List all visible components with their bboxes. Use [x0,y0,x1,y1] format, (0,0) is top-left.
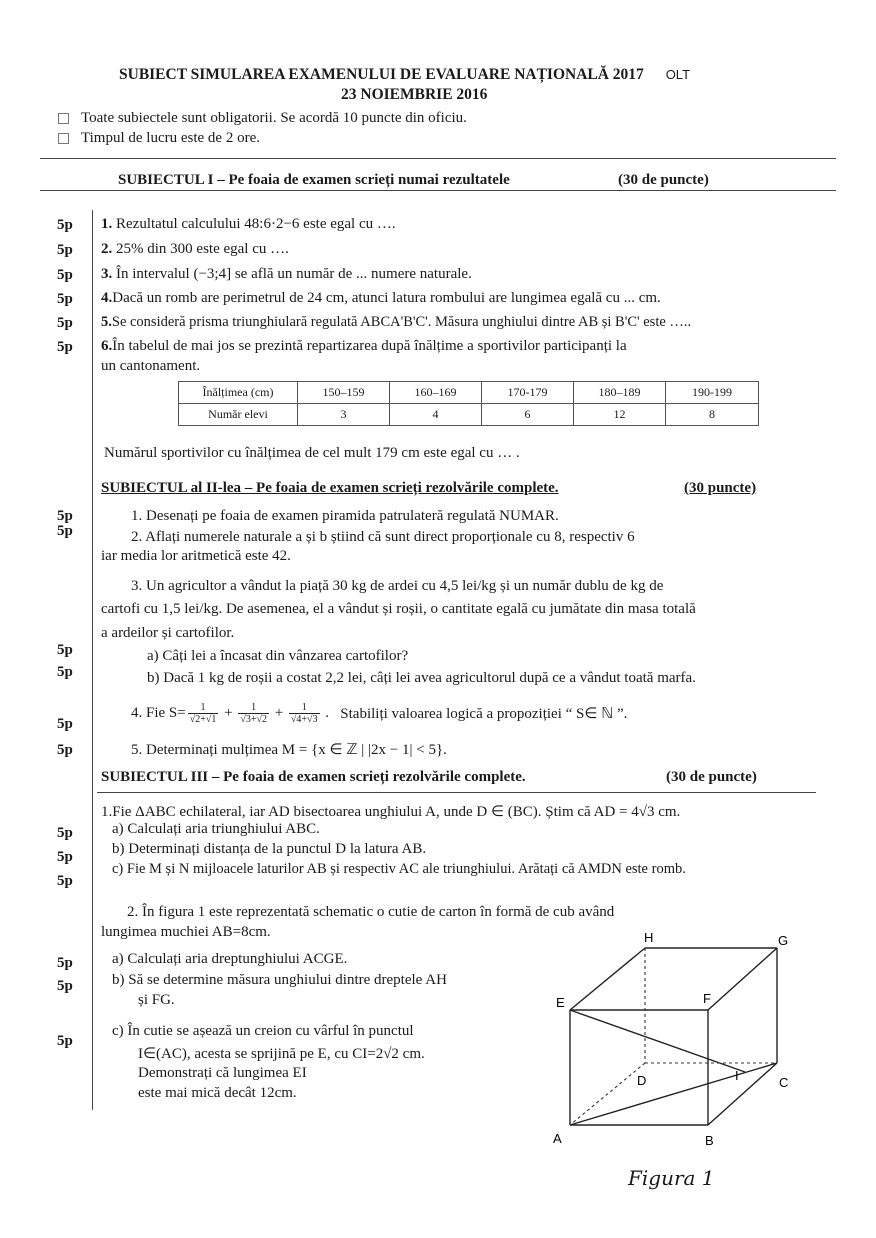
vertex-label-H: H [644,930,654,945]
numerator: 1 [188,702,219,714]
divider [40,190,836,191]
exam-date: 23 NOIEMBRIE 2016 [341,86,488,103]
s1-item-5 [101,314,691,331]
item-number: 4. [101,290,113,306]
table-cell: 180–189 [574,382,666,404]
s2-q5: 5. Determinați mulțimea M = {x ∈ ℤ | |2x − 1| < 5}. [131,742,447,758]
points-label: 5p [57,955,73,971]
section-1-points: (30 de puncte) [618,172,709,188]
s1-item-6 [101,338,627,355]
s3-q2-cont: lungimea muchiei AB=8cm. [101,924,271,940]
margin-line [92,210,93,1110]
points-label: 5p [57,742,73,758]
table-cell: Număr elevi [179,404,298,426]
s1-item-1 [101,216,396,233]
points-label: 5p [57,716,73,732]
s2-q4: 4. Fie S= $\frac{1}{√2+√1}$ + $\frac{1}{√3+√2}$ + $\frac{1}{√4+√3}$ . Stabiliți valoarea logică a propoziției “ S∈ ℕ ”. [131,702,628,725]
s3-q2c-cont: I∈(AC), acesta se sprijină pe E, cu CI=2√2 cm. [138,1046,425,1062]
item-number: 6. [101,338,113,354]
section-3-title: SUBIECTUL III – Pe foaia de examen scrieți rezolvările complete. [101,769,526,785]
vertex-label-C: C [779,1075,789,1090]
s3-q2c: c) În cutie se așează un creion cu vârful în punctul [112,1023,414,1039]
points-label: 5p [57,523,73,539]
denominator: √3+√2 [240,714,267,725]
table-row [179,404,759,426]
points-label: 5p [57,873,73,889]
denominator: √2+√1 [189,714,217,725]
points-label: 5p [57,315,73,331]
s2-q3-cont: cartofi cu 1,5 lei/kg. De asemenea, el a vândut și roșii, o cantitate egală cu jumătate din masa totală [101,601,696,617]
s2-q3: 3. Un agricultor a vândut la piață 30 kg de ardei cu 4,5 lei/kg și un număr dublu de kg de [131,578,664,594]
divider [40,158,836,159]
height-table [178,381,759,426]
item-text: Se consideră prisma triunghiulară regulată ABCA'B'C'. Măsura unghiului dintre AB și B'C' este ….. [111,314,692,330]
item-text: Dacă un romb are perimetrul de 24 cm, atunci latura rombului are lungimea egală cu ... cm. [112,290,661,306]
vertex-label-F: F [703,991,711,1006]
segment-AC [570,1063,777,1125]
s3-q2b-cont: și FG. [138,992,175,1008]
s2-q3-cont2: a ardeilor și cartofilor. [101,625,235,641]
vertex-label-I: I [735,1068,739,1083]
exam-title [119,66,690,84]
s3-q2a: a) Calculați aria dreptunghiului ACGE. [112,951,348,967]
s1-item-6-question: Numărul sportivilor cu înălțimea de cel mult 179 cm este egal cu … . [104,445,520,461]
table-cell: 150–159 [298,382,390,404]
table-cell: 6 [482,404,574,426]
points-label: 5p [57,664,73,680]
rule-2 [58,130,260,147]
points-label: 5p [57,242,73,258]
table-cell: Înălțimea (cm) [179,382,298,404]
numerator: 1 [289,702,320,714]
item-text: În intervalul (−3;4] se află un număr de ... numere naturale. [116,266,472,282]
table-cell: 8 [666,404,759,426]
s3-q1b: b) Determinați distanța de la punctul D la latura AB. [112,841,427,857]
s2-q1: 1. Desenați pe foaia de examen piramida patrulateră regulată NUMAR. [131,508,559,524]
table-row [179,382,759,404]
divider [97,792,816,793]
section-2-title: SUBIECTUL al II-lea – Pe foaia de examen scrieți rezolvările complete. [101,480,559,496]
points-label: 5p [57,825,73,841]
table-cell: 3 [298,404,390,426]
table-cell: 190-199 [666,382,759,404]
s3-q2c-cont2: Demonstrați că lungimea EI [138,1065,307,1081]
s3-q2: 2. În figura 1 este reprezentată schematic o cutie de carton în formă de cub având [127,904,615,920]
item-number: 2. [101,241,113,257]
item-text: În tabelul de mai jos se prezintă repartizarea după înălțime a sportivilor participanți la [112,338,627,354]
q4-suffix: Stabiliți valoarea logică a propoziției “ S∈ ℕ ”. [340,706,628,722]
s1-item-6-cont: un cantonament. [101,358,201,374]
fraction [289,702,320,725]
s3-q1a: a) Calculați aria triunghiului ABC. [112,821,320,837]
points-label: 5p [57,508,73,524]
s2-q3b: b) Dacă 1 kg de roșii a costat 2,2 lei, câți lei avea agricultorul după ce a vândut toată marfa. [147,670,696,686]
s1-item-3 [101,266,472,283]
points-label: 5p [57,339,73,355]
q4-prefix: 4. Fie S= [131,705,186,721]
s2-q3a: a) Câți lei a încasat din vânzarea cartofilor? [147,648,409,664]
section-3-points: (30 de puncte) [666,769,757,785]
vertex-label-D: D [637,1073,647,1088]
item-number: 3. [101,266,113,282]
table-cell: 4 [390,404,482,426]
points-label: 5p [57,267,73,283]
item-number: 1. [101,216,113,232]
exam-title-text: SUBIECT SIMULAREA EXAMENULUI DE EVALUARE NAȚIONALĂ 2017 [119,66,644,83]
edge-EH [570,948,645,1010]
table-cell: 160–169 [390,382,482,404]
fraction [238,702,269,725]
s3-q2c-cont3: este mai mică decât 12cm. [138,1085,297,1101]
s3-q1c: c) Fie M și N mijloacele laturilor AB și respectiv AC ale triunghiului. Arătați că AMDN este romb. [112,861,686,877]
item-text: Rezultatul calculului 48:6·2−6 este egal cu …. [116,216,396,232]
figure-caption: Figura 1 [628,1166,715,1190]
section-2-points: (30 puncte) [684,480,757,496]
vertex-label-A: A [553,1131,562,1146]
vertex-label-E: E [556,995,565,1010]
section-1-title: SUBIECTUL I – Pe foaia de examen scrieți numai rezultatele [118,172,510,188]
table-cell: 12 [574,404,666,426]
s1-item-4 [101,290,661,307]
table-cell: 170-179 [482,382,574,404]
s2-q2-cont: iar media lor aritmetică este 42. [101,548,291,564]
points-label: 5p [57,642,73,658]
checkbox-icon [58,133,69,144]
rule-1-text: Toate subiectele sunt obligatorii. Se acordă 10 puncte din oficiu. [81,110,467,126]
points-label: 5p [57,978,73,994]
points-label: 5p [57,217,73,233]
edge-GF [708,948,777,1010]
rule-1 [58,110,467,127]
points-label: 5p [57,291,73,307]
s3-q1: 1.Fie ΔABC echilateral, iar AD bisectoarea unghiului A, unde D ∈ (BC). Știm că AD = 4√3 cm. [101,804,681,820]
fraction [188,702,219,725]
item-text: 25% din 300 este egal cu …. [116,241,289,257]
s1-item-2 [101,241,289,258]
rule-2-text: Timpul de lucru este de 2 ore. [81,130,260,146]
item-number: 5. [101,314,112,330]
vertex-label-G: G [778,933,789,948]
cube-figure [540,925,810,1155]
edge-CB [708,1063,777,1125]
s2-q2: 2. Aflați numerele naturale a și b știind că sunt direct proporționale cu 8, respectiv 6 [131,529,635,545]
points-label: 5p [57,849,73,865]
checkbox-icon [58,113,69,124]
edge-DA [570,1063,645,1125]
vertex-label-B: B [705,1133,714,1148]
points-label: 5p [57,1033,73,1049]
county-label: OLT [665,67,691,82]
s3-q2b: b) Să se determine măsura unghiului dintre dreptele AH [112,972,447,988]
denominator: √4+√3 [290,714,318,725]
numerator: 1 [238,702,269,714]
